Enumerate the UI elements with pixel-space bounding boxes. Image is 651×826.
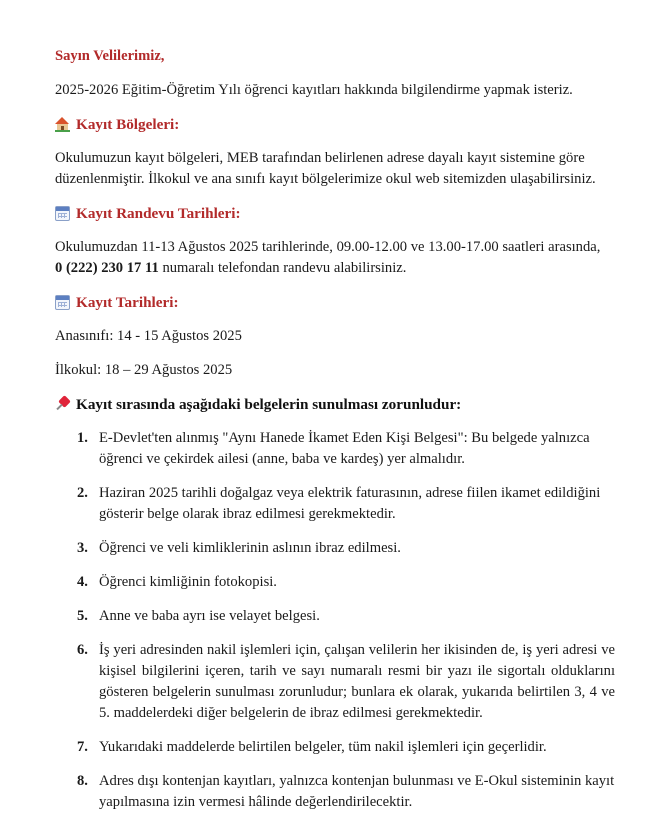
- pushpin-icon: [55, 397, 70, 412]
- appointment-text: Okulumuzdan 11-13 Ağustos 2025 tarihlerinde, 09.00-12.00 ve 13.00-17.00 saatleri arasında,: [55, 239, 601, 255]
- list-item-number: 3.: [77, 540, 88, 556]
- regions-paragraph: Okulumuzun kayıt bölgeleri, MEB tarafından belirlenen adrese dayalı kayıt sistemine göre düzenlenmiştir. İlkokul ve ana sınıfı kayıt bölgelerimize okul web sitemizden ulaşabilirsiniz.: [55, 150, 596, 187]
- kindergarten-dates: Anasınıfı: 14 - 15 Ağustos 2025: [55, 328, 242, 344]
- phone-number: 0 (222) 230 17 11: [55, 260, 159, 276]
- list-item-text: İş yeri adresinden nakil işlemleri için, çalışan velilerin her ikisinden de, iş yeri adresi ve kişisel bilgilerini içeren, tarih ve sayı numaralı resmi bir yazı ile sigortalı olduklarını gösteren belgelerin sunulması zorunludur; bunlara ek olarak, yukarıda belirtilen 3, 4 ve 5. maddelerdeki diğer belgelerin de ibraz edilmesi gerekmektedir.: [99, 642, 615, 721]
- list-item-text: Öğrenci kimliğinin fotokopisi.: [99, 574, 277, 590]
- list-item-text: Adres dışı kontenjan kayıtları, yalnızca kontenjan bulunması ve E-Okul sisteminin kayıt yapılmasına izin vermesi hâlinde değerlendirilecektir.: [99, 773, 615, 810]
- section-heading-regions: [55, 114, 615, 135]
- list-item-text: Öğrenci ve veli kimliklerinin aslının ibraz edilmesi.: [99, 540, 401, 556]
- house-icon: [55, 117, 70, 132]
- appointment-paragraph: [55, 237, 615, 279]
- list-item-number: 6.: [77, 642, 88, 658]
- section-title-appointment: Kayıt Randevu Tarihleri:: [76, 205, 241, 222]
- section-title-dates: Kayıt Tarihleri:: [76, 294, 179, 311]
- list-item: [55, 428, 615, 470]
- list-item: [55, 771, 615, 813]
- section-title-regions: Kayıt Bölgeleri:: [76, 116, 180, 133]
- list-item-number: 1.: [77, 430, 88, 446]
- announcement-document: [55, 46, 615, 826]
- list-item: [55, 640, 615, 724]
- list-item-text: E-Devlet'ten alınmış "Aynı Hanede İkamet Eden Kişi Belgesi": Bu belgede yalnızca öğrenci ve çekirdek ailesi (anne, baba ve kardeş) yer almalıdır.: [99, 430, 590, 467]
- primary-school-dates: İlkokul: 18 – 29 Ağustos 2025: [55, 362, 233, 378]
- list-item-number: 7.: [77, 739, 88, 755]
- section-title-requirements: Kayıt sırasında aşağıdaki belgelerin sunulması zorunludur:: [76, 396, 462, 413]
- list-item: [55, 606, 615, 627]
- list-item-number: 4.: [77, 574, 88, 590]
- list-item-number: 5.: [77, 608, 88, 624]
- calendar-icon: [55, 295, 70, 310]
- list-item: [55, 483, 615, 525]
- list-item: [55, 737, 615, 758]
- list-item: [55, 572, 615, 593]
- requirements-list: [55, 428, 615, 813]
- appointment-text-after: numaralı telefondan randevu alabilirsiniz.: [162, 260, 407, 276]
- list-item-number: 8.: [77, 773, 88, 789]
- section-heading-appointment: [55, 203, 615, 224]
- section-heading-dates: [55, 292, 615, 313]
- list-item-number: 2.: [77, 485, 88, 501]
- list-item: [55, 538, 615, 559]
- intro-paragraph: 2025-2026 Eğitim-Öğretim Yılı öğrenci kayıtları hakkında bilgilendirme yapmak isteriz.: [55, 82, 573, 98]
- greeting: Sayın Velilerimiz,: [55, 48, 165, 64]
- list-item-text: Haziran 2025 tarihli doğalgaz veya elektrik faturasının, adrese fiilen ikamet edildiğini gösterir belge olarak ibraz edilmesi gerekmektedir.: [99, 485, 601, 522]
- section-heading-requirements: [55, 394, 615, 415]
- calendar-icon: [55, 206, 70, 221]
- list-item-text: Yukarıdaki maddelerde belirtilen belgeler, tüm nakil işlemleri için geçerlidir.: [99, 739, 547, 755]
- list-item-text: Anne ve baba ayrı ise velayet belgesi.: [99, 608, 320, 624]
